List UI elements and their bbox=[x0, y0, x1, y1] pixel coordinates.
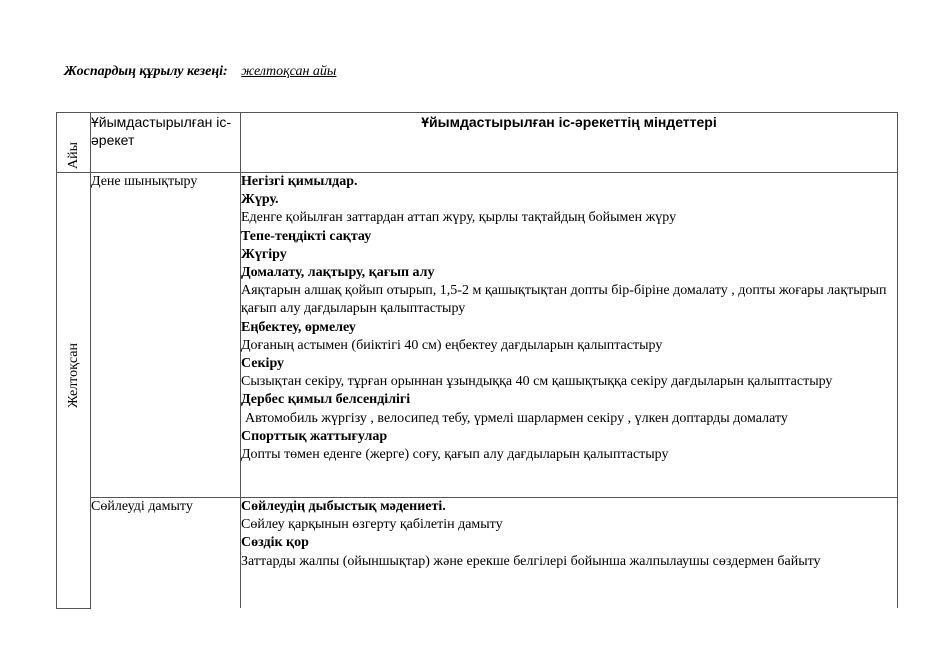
task-heading: Негізгі қимылдар. bbox=[241, 174, 358, 189]
plan-period-value: желтоқсан айы bbox=[241, 64, 337, 79]
tasks-cell bbox=[241, 173, 898, 498]
tasks-column-header: Ұйымдастырылған іс-әрекеттің міндеттері bbox=[241, 113, 898, 173]
task-heading: Сөздік қор bbox=[241, 535, 309, 551]
task-text: Доғаның астымен (биіктігі 40 см) еңбектеу дағдыларын қалыптастыру bbox=[241, 337, 663, 353]
table-row bbox=[57, 498, 898, 609]
activity-cell: Сөйлеуді дамыту bbox=[91, 498, 241, 609]
task-text: Автомобиль жүргізу , велосипед тебу, үрмелі шарлармен секіру , үлкен доптарды домалату bbox=[245, 410, 788, 426]
task-text: Сөйлеу қарқынын өзгерту қабілетін дамыту bbox=[241, 517, 503, 533]
task-heading: Сөйлеудің дыбыстық мәдениеті. bbox=[241, 499, 446, 514]
task-heading: Секіру bbox=[241, 356, 285, 372]
task-text: Сызықтан секіру, тұрған орыннан ұзындыққа 40 см қашықтыққа секіру дағдыларын қалыптастыру bbox=[241, 374, 833, 390]
plan-table bbox=[56, 112, 898, 609]
task-heading: Домалату, лақтыру, қағып алу bbox=[241, 265, 435, 281]
task-heading: Еңбектеу, өрмелеу bbox=[241, 319, 356, 335]
task-heading: Дербес қимыл белсенділігі bbox=[241, 392, 411, 408]
task-text: Еденге қойылған заттардан аттап жүру, қырлы тақтайдың бойымен жүру bbox=[241, 210, 677, 226]
table-row bbox=[57, 173, 898, 498]
task-heading: Спорттық жаттығулар bbox=[241, 428, 388, 444]
plan-header bbox=[64, 64, 336, 80]
tasks-cell bbox=[241, 498, 898, 609]
task-heading: Жүгіру bbox=[241, 246, 287, 262]
task-heading: Жүру. bbox=[241, 192, 279, 208]
table-header-row bbox=[57, 113, 898, 173]
task-text: Допты төмен еденге (жерге) соғу, қағып алу дағдыларын қалыптастыру bbox=[241, 447, 669, 463]
task-heading: Тепе-теңдікті сақтау bbox=[241, 228, 372, 244]
task-text: Заттарды жалпы (ойыншықтар) және ерекше белгілері бойынша жалпылаушы сөздермен байыту bbox=[241, 553, 821, 569]
month-column-header: Айы bbox=[57, 113, 91, 173]
month-cell bbox=[57, 173, 91, 609]
activity-cell: Дене шынықтыру bbox=[91, 173, 241, 498]
plan-period-label: Жоспардың құрылу кезеңі: bbox=[64, 64, 228, 79]
month-label: Желтоқсан bbox=[66, 343, 81, 408]
activity-column-header: Ұйымдастырылған іс-әрекет bbox=[91, 113, 241, 173]
task-text: Аяқтарын алшақ қойып отырып, 1,5-2 м қашықтықтан допты бір-біріне домалату , допты жоғары лақтырып қағып алу дағдыларын қалыптастыру bbox=[241, 283, 887, 317]
